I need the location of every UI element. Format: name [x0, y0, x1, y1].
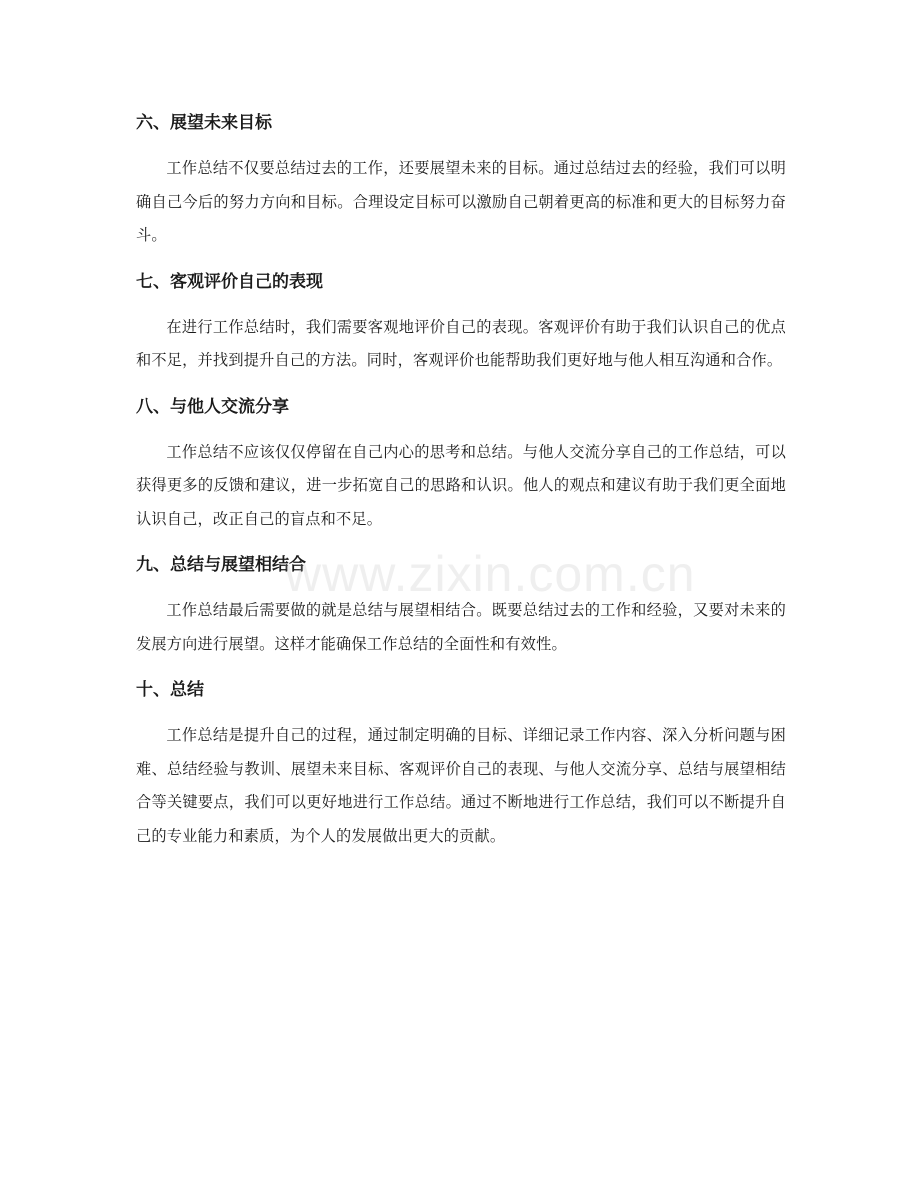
section-paragraph: 工作总结不仅要总结过去的工作，还要展望未来的目标。通过总结过去的经验，我们可以明确自己今后的努力方向和目标。合理设定目标可以激励自己朝着更高的标准和更大的目标努力奋斗。	[136, 159, 786, 244]
section-9	[136, 546, 786, 661]
document-body	[136, 104, 786, 863]
section-heading: 十、总结	[136, 680, 204, 700]
section-heading: 七、客观评价自己的表现	[136, 271, 323, 292]
section-10	[136, 671, 786, 853]
section-paragraph: 工作总结不应该仅仅停留在自己内心的思考和总结。与他人交流分享自己的工作总结，可以获得更多的反馈和建议，进一步拓宽自己的思路和认识。他人的观点和建议有助于我们更全面地认识自己，改正自己的盲点和不足。	[136, 442, 786, 528]
section-heading: 九、总结与展望相结合	[136, 555, 306, 575]
section-paragraph: 工作总结最后需要做的就是总结与展望相结合。既要总结过去的工作和经验，又要对未来的发展方向进行展望。这样才能确保工作总结的全面性和有效性。	[136, 601, 786, 653]
section-paragraph: 工作总结是提升自己的过程，通过制定明确的目标、详细记录工作内容、深入分析问题与困难、总结经验与教训、展望未来目标、客观评价自己的表现、与他人交流分享、总结与展望相结合等关键要点，我们可以更好地进行工作总结。通过不断地进行工作总结，我们可以不断提升自己的专业能力和素质，为个人的发展做出更大的贡献。	[136, 726, 786, 845]
section-7	[136, 263, 786, 378]
section-8	[136, 388, 786, 537]
section-heading: 八、与他人交流分享	[136, 396, 289, 417]
section-6	[136, 104, 786, 253]
watermark: www.zixin.com.cn	[285, 546, 696, 602]
section-paragraph: 在进行工作总结时，我们需要客观地评价自己的表现。客观评价有助于我们认识自己的优点和不足，并找到提升自己的方法。同时，客观评价也能帮助我们更好地与他人相互沟通和合作。	[136, 317, 786, 369]
section-heading: 六、展望未来目标	[136, 113, 272, 133]
